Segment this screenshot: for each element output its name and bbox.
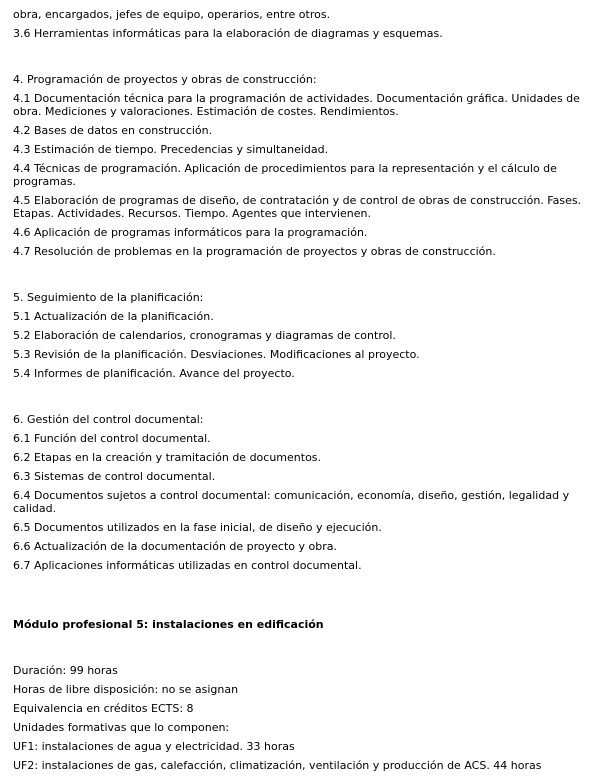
item-4-6: 4.6 Aplicación de programas informáticos para la programación. bbox=[13, 226, 368, 239]
module-uf1: UF1: instalaciones de agua y electricidad. 33 horas bbox=[13, 740, 295, 753]
item-4-4: 4.4 Técnicas de programación. Aplicación de procedimientos para la representación y el cálculo de programas. bbox=[13, 162, 557, 188]
item-4-2: 4.2 Bases de datos en construcción. bbox=[13, 124, 213, 137]
item-4-3: 4.3 Estimación de tiempo. Precedencias y simultaneidad. bbox=[13, 143, 329, 156]
module-units-label: Unidades formativas que lo componen: bbox=[13, 721, 230, 734]
item-5-1: 5.1 Actualización de la planificación. bbox=[13, 310, 214, 323]
item-6-5: 6.5 Documentos utilizados en la fase inicial, de diseño y ejecución. bbox=[13, 521, 382, 534]
module-title: Módulo profesional 5: instalaciones en edificación bbox=[13, 618, 324, 631]
item-5-4: 5.4 Informes de planificación. Avance del proyecto. bbox=[13, 367, 295, 380]
module-uf2: UF2: instalaciones de gas, calefacción, climatización, ventilación y producción de ACS. 44 horas bbox=[13, 759, 542, 772]
item-6-1: 6.1 Función del control documental. bbox=[13, 432, 211, 445]
item-6-4: 6.4 Documentos sujetos a control documental: comunicación, economía, diseño, gestión, legalidad y calidad. bbox=[13, 489, 570, 515]
section-6-heading: 6. Gestión del control documental: bbox=[13, 413, 204, 426]
module-ects: Equivalencia en créditos ECTS: 8 bbox=[13, 702, 194, 715]
intro-tail-text: obra, encargados, jefes de equipo, operarios, entre otros. bbox=[13, 8, 331, 21]
item-3-6: 3.6 Herramientas informáticas para la elaboración de diagramas y esquemas. bbox=[13, 27, 443, 40]
item-4-7: 4.7 Resolución de problemas en la programación de proyectos y obras de construcción. bbox=[13, 245, 496, 258]
item-6-7: 6.7 Aplicaciones informáticas utilizadas en control documental. bbox=[13, 559, 362, 572]
module-free-hours: Horas de libre disposición: no se asignan bbox=[13, 683, 239, 696]
item-5-2: 5.2 Elaboración de calendarios, cronogramas y diagramas de control. bbox=[13, 329, 396, 342]
item-6-3: 6.3 Sistemas de control documental. bbox=[13, 470, 216, 483]
item-5-3: 5.3 Revisión de la planificación. Desviaciones. Modificaciones al proyecto. bbox=[13, 348, 420, 361]
section-5-heading: 5. Seguimiento de la planificación: bbox=[13, 291, 204, 304]
item-4-1: 4.1 Documentación técnica para la programación de actividades. Documentación gráfica. Unidades de obra. Mediciones y valoraciones. Estimación de costes. Rendimientos. bbox=[13, 92, 580, 118]
module-duration: Duración: 99 horas bbox=[13, 664, 118, 677]
item-6-2: 6.2 Etapas en la creación y tramitación de documentos. bbox=[13, 451, 322, 464]
item-4-5: 4.5 Elaboración de programas de diseño, de contratación y de control de obras de construcción. Fases. Etapas. Actividades. Recursos. Tiempo. Agentes que intervienen. bbox=[13, 194, 582, 220]
item-6-6: 6.6 Actualización de la documentación de proyecto y obra. bbox=[13, 540, 337, 553]
document-page bbox=[13, 0, 588, 772]
section-4-heading: 4. Programación de proyectos y obras de construcción: bbox=[13, 73, 317, 86]
